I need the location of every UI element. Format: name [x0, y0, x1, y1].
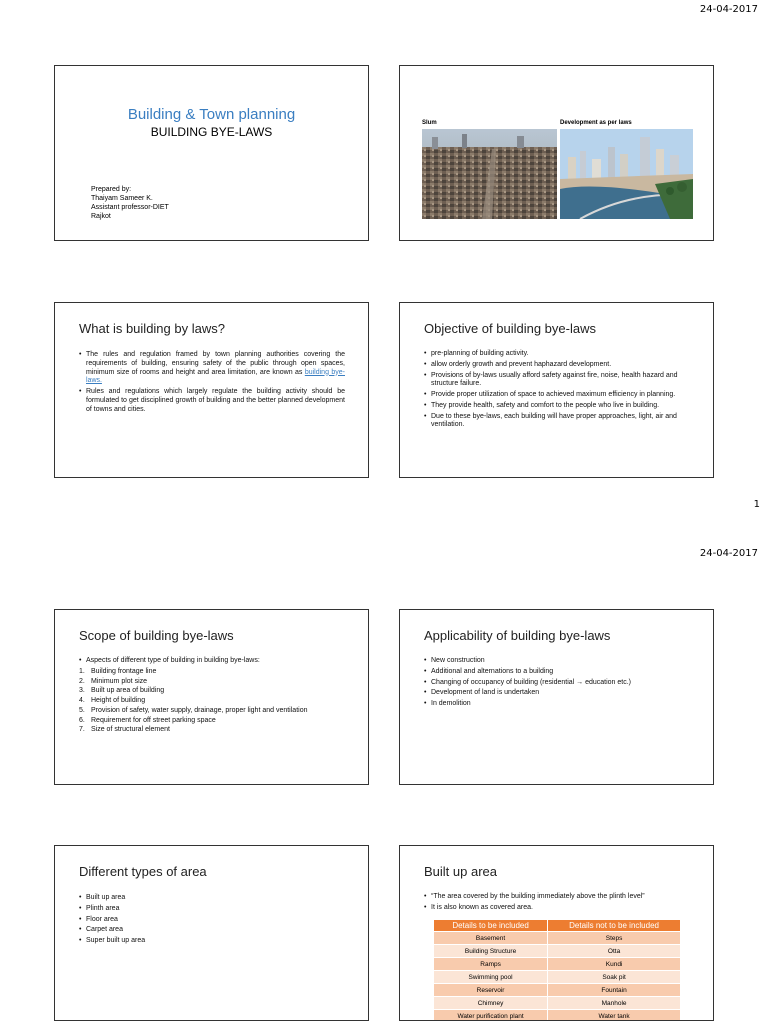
- presentation-title: Building & Town planning: [127, 106, 296, 123]
- table-cell: Ramps: [434, 958, 548, 971]
- table-cell: Fountain: [548, 984, 681, 997]
- table-header-row: [434, 920, 681, 932]
- prepared-by-line: Rajkot: [91, 213, 111, 221]
- slide-built-up-area: [399, 845, 714, 1021]
- list-item: • Provide proper utilization of space to achieved maximum efficiency in planning.: [424, 391, 694, 400]
- slide-heading: Different types of area: [79, 864, 207, 879]
- list-item: 4. Height of building: [79, 697, 349, 706]
- development-caption: Development as per laws: [560, 120, 632, 126]
- bullet-list: [424, 657, 694, 711]
- slide-heading: Applicability of building bye-laws: [424, 628, 611, 643]
- list-item: 7. Size of structural element: [79, 726, 349, 735]
- list-item: • “The area covered by the building immediately above the plinth level”: [424, 893, 704, 902]
- prepared-by-line: Assistant professor-DIET: [91, 204, 169, 212]
- slide-scope: [54, 609, 369, 785]
- slum-caption: Slum: [422, 120, 437, 126]
- list-item: 1. Building frontage line: [79, 668, 349, 677]
- list-item: • Changing of occupancy of building (residential → education etc.): [424, 679, 694, 688]
- list-item: • Plinth area: [79, 905, 349, 914]
- bullet-list: [79, 894, 349, 948]
- slide-objective: [399, 302, 714, 478]
- list-item: • New construction: [424, 657, 694, 666]
- list-item: 5. Provision of safety, water supply, drainage, proper light and ventilation: [79, 707, 349, 716]
- table-cell: Chimney: [434, 997, 548, 1010]
- bullet-list: [79, 657, 349, 736]
- prepared-by-line: Thaiyam Sameer K.: [91, 195, 153, 203]
- list-item: • It is also known as covered area.: [424, 904, 704, 913]
- table-cell: Kundi: [548, 958, 681, 971]
- table-cell: Soak pit: [548, 971, 681, 984]
- table-cell: Basement: [434, 932, 548, 945]
- table-cell: Otta: [548, 945, 681, 958]
- bullet-list: [79, 351, 345, 416]
- list-item: • They provide health, safety and comfort to the people who live in building.: [424, 402, 694, 411]
- slide-what-is-bylaws: [54, 302, 369, 478]
- bullet-text: Rules and regulations which largely regulate the building activity should be formulated to get disciplined growth of building and the better planned development of towns and cities.: [86, 388, 345, 413]
- table-cell: Water purification plant: [434, 1010, 548, 1022]
- slide-heading: Scope of building bye-laws: [79, 628, 234, 643]
- table-row: [434, 997, 681, 1010]
- table-row: [434, 932, 681, 945]
- bullet-list: [424, 350, 694, 432]
- table-cell: Swimming pool: [434, 971, 548, 984]
- bullet-list: [424, 893, 704, 915]
- list-item: • Aspects of different type of building in building bye-laws:: [79, 657, 349, 666]
- table-row: [434, 958, 681, 971]
- list-item: • pre-planning of building activity.: [424, 350, 694, 359]
- table-row: [434, 971, 681, 984]
- list-item: 2. Minimum plot size: [79, 678, 349, 687]
- table-row: [434, 984, 681, 997]
- page-date: 24-04-2017: [699, 4, 758, 15]
- slide-types-of-area: [54, 845, 369, 1021]
- table-cell: Building Structure: [434, 945, 548, 958]
- list-item: • In demolition: [424, 700, 694, 709]
- list-item: • Provisions of by-laws usually afford safety against fire, noise, health hazard and structure failure.: [424, 372, 694, 390]
- built-up-area-table: [433, 919, 681, 1021]
- prepared-by-line: Prepared by:: [91, 186, 132, 193]
- list-item: • Floor area: [79, 916, 349, 925]
- slide-title: [54, 65, 369, 241]
- table-row: [434, 945, 681, 958]
- list-item: • Carpet area: [79, 926, 349, 935]
- list-item: • Due to these bye-laws, each building will have proper approaches, light, air and ventilation.: [424, 413, 694, 431]
- column-header: Details not to be included: [548, 920, 681, 932]
- list-item: 3. Built up area of building: [79, 687, 349, 696]
- list-item: 6. Requirement for off street parking space: [79, 717, 349, 726]
- column-header: Details to be included: [434, 920, 548, 932]
- table-cell: Reservoir: [434, 984, 548, 997]
- list-item: [79, 388, 345, 414]
- bye-laws-link[interactable]: building bye-laws.: [86, 368, 345, 385]
- list-item: • allow orderly growth and prevent haphazard development.: [424, 361, 694, 370]
- table-cell: Steps: [548, 932, 681, 945]
- table-cell: Water tank: [548, 1010, 681, 1022]
- list-item: • Development of land is undertaken: [424, 689, 694, 698]
- presentation-subtitle: BUILDING BYE-LAWS: [150, 125, 273, 139]
- page-date: 24-04-2017: [699, 548, 758, 559]
- page-number: 1: [753, 499, 760, 510]
- slide-heading: What is building by laws?: [79, 321, 225, 336]
- slide-applicability: [399, 609, 714, 785]
- list-item: • Built up area: [79, 894, 349, 903]
- list-item: • Super built up area: [79, 937, 349, 946]
- development-photo: [560, 129, 693, 219]
- table-cell: Manhole: [548, 997, 681, 1010]
- slum-photo: [422, 129, 557, 219]
- list-item: • Additional and alternations to a building: [424, 668, 694, 677]
- prepared-by-block: [91, 185, 169, 221]
- table-row: [434, 1010, 681, 1022]
- bullet-text: The rules and regulation framed by town planning authorities covering the requirements of building, ensuring safety of the public through open spaces, minimum size of rooms and height and area limitation, are known as: [86, 351, 345, 376]
- slide-heading: Objective of building bye-laws: [424, 321, 596, 336]
- list-item: [79, 351, 345, 386]
- slide-heading: Built up area: [424, 864, 497, 879]
- slide-images: [399, 65, 714, 241]
